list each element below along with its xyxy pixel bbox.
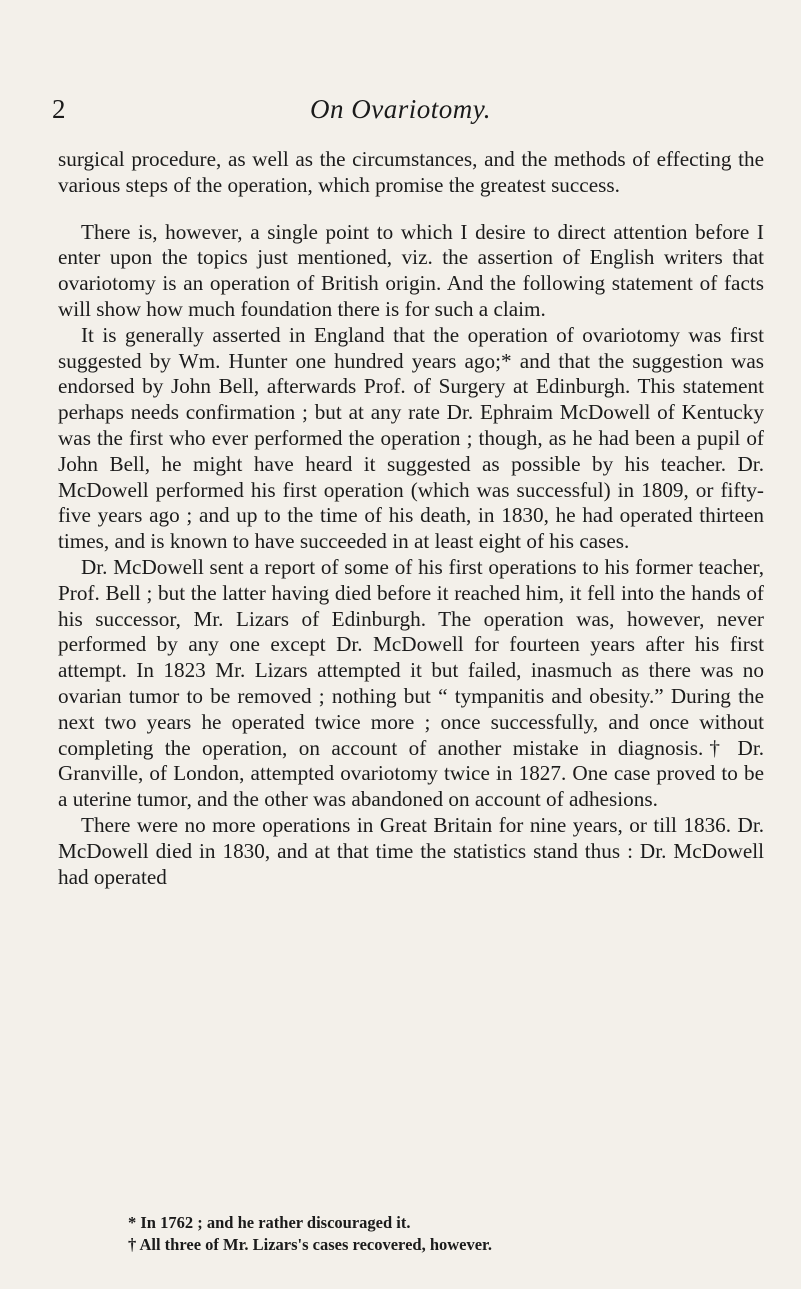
paragraph: There is, however, a single point to which I desire to direct attention before I enter upon the topics just mentioned, viz. the assertion of English writers that ovariotomy is an operation of British origin. And the following statement of facts will show how much foundation there is for such a claim. (58, 219, 764, 321)
paragraph: Dr. McDowell sent a report of some of his first operations to his former teacher, Prof. Bell ; but the latter having died before it reached him, it fell into the hands of his successor, Mr. Lizars of Edinburgh. The operation was, however, never performed by any one except Dr. McDowell for fourteen years after his first attempt. In 1823 Mr. Lizars attempted it but failed, inasmuch as there was no ovarian tumor to be removed ; nothing but “ tympanitis and obesity.” During the next two years he operated twice more ; once successfully, and once without completing the operation, on account of another mistake in diagnosis.† Dr. Granville, of London, attempted ovariotomy twice in 1827. One case proved to be a uterine tumor, and the other was abandoned on account of adhesions. (58, 554, 764, 812)
footnotes (128, 1212, 768, 1256)
paragraph: It is generally asserted in England that the operation of ovariotomy was first suggested by Wm. Hunter one hundred years ago;* and that the suggestion was endorsed by John Bell, afterwards Prof. of Surgery at Edinburgh. This statement perhaps needs confirmation ; but at any rate Dr. Ephraim McDowell of Kentucky was the first who ever performed the operation ; though, as he had been a pupil of John Bell, he might have heard it suggested as possible by his teacher. Dr. McDowell performed his first operation (which was successful) in 1809, or fifty-five years ago ; and up to the time of his death, in 1830, he had operated thirteen times, and is known to have succeeded in at least eight of his cases. (58, 322, 764, 554)
running-title: On Ovariotomy. (310, 94, 491, 124)
footnote: * In 1762 ; and he rather discouraged it. (128, 1213, 411, 1232)
page-number: 2 (52, 94, 66, 124)
footnote: † All three of Mr. Lizars's cases recovered, however. (128, 1235, 492, 1254)
paragraph: surgical procedure, as well as the circumstances, and the methods of effecting the various steps of the operation, which promise the greatest success. (58, 147, 764, 197)
page-header (0, 94, 801, 130)
paragraph: There were no more operations in Great Britain for nine years, or till 1836. Dr. McDowell died in 1830, and at that time the statistics stand thus : Dr. McDowell had operated (58, 812, 764, 889)
body-text (58, 147, 764, 890)
